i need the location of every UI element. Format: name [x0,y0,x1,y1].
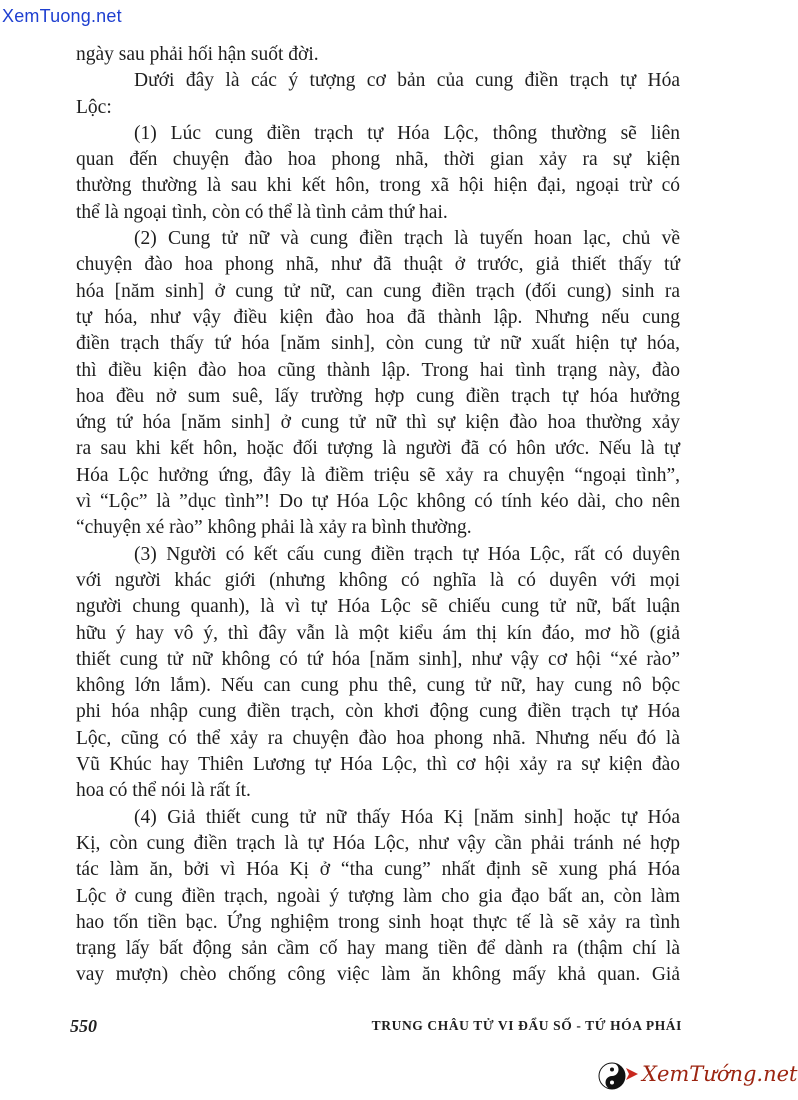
page-number: 550 [70,1016,97,1036]
text-line: vì “Lộc” là ”dục tình”! Do tự Hóa Lộc không có tính kéo dài, cho nên [76,491,680,513]
text-line: thường thường là sau khi kết hôn, trong xã hội hiện đại, ngoại trừ có [76,175,680,197]
text-line: điền trạch thấy tứ hóa [năm sinh], còn cung tử nữ xuất hiện tự hóa, [76,333,680,355]
text-line: thiết cung tử nữ không có tứ hóa [năm sinh], như vậy cơ hội “xé rào” [76,648,680,670]
page-footer [70,1016,682,1042]
text-line: ngày sau phải hối hận suốt đời. [76,44,319,65]
text-line: Lộc: [76,96,112,118]
text-line: hóa [năm sinh] ở cung tử nữ, can cung điền trạch (đối cung) sinh ra [76,280,680,302]
text-line: Hóa Lộc hưởng ứng, đây là điềm triệu sẽ xảy ra chuyện “ngoại tình”, [76,464,680,486]
text-line: với người khác giới (nhưng không có nghĩa là có duyên với mọi [76,569,680,591]
text-line: hoa có thể nói là rất ít. [76,780,251,802]
book-title: TRUNG CHÂU TỬ VI ĐẨU SỐ - TỨ HÓA PHÁI [371,1018,682,1033]
text-line: thì điều kiện đào hoa cũng thành lập. Trong hai tình trạng này, đào [76,359,680,381]
arrow-right-icon [624,1066,640,1082]
text-line: (4) Giả thiết cung tử nữ thấy Hóa Kị [năm sinh] hoặc tự Hóa [134,806,680,828]
text-line: tác làm ăn, bởi vì Hóa Kị ở “tha cung” nhất định sẽ xung phá Hóa [76,859,680,881]
text-line: ứng tứ hóa [năm sinh] ở cung tử nữ thì sự kiện đào hoa thường xảy [76,412,680,434]
yin-yang-icon [598,1062,626,1090]
text-line: hữu ý hay vô ý, thì đây vẫn là một kiểu ám thị kín đáo, mơ hồ (giả [76,622,680,644]
text-line: “chuyện xé rào” không phải là xảy ra bình thường. [76,517,472,539]
text-line: Vũ Khúc hay Thiên Lương tự Hóa Lộc, thì cơ hội xảy ra sự kiện đào [76,754,680,776]
text-line: trạng lấy bất động sản cầm cố hay mang tiền để dành ra (thậm chí là [76,938,680,960]
text-line: hoa đều nở sum suê, lấy trường hợp cung điền trạch tự hóa hưởng [76,385,680,407]
text-line: người chung quanh), là vì tự Hóa Lộc sẽ chiếu cung tử nữ, bất luận [76,596,680,618]
text-line: chuyện đào hoa phong nhã, như đã thuật ở trước, giả thiết thấy tứ [76,254,680,276]
text-line: (1) Lúc cung điền trạch tự Hóa Lộc, thông thường sẽ liên [134,122,680,144]
text-line: phi hóa nhập cung điền trạch, còn khơi động cung điền trạch tự Hóa [76,701,680,723]
site-logo [594,1060,798,1096]
text-line: thể là ngoại tình, còn có thể là tình cảm thứ hai. [76,201,448,223]
page-body-text [76,42,680,989]
text-line: Lộc ở cung điền trạch, ngoài ý tượng làm cho gia đạo bất an, còn làm [76,885,680,907]
text-line: (2) Cung tử nữ và cung điền trạch là tuyến hoan lạc, chủ về [134,228,680,250]
text-line: hao tốn tiền bạc. Ứng nghiệm trong sinh hoạt thực tế là sẽ xảy ra tình [76,911,680,933]
text-line: ra sau khi kết hôn, hoặc đối tượng là người đã có hôn ước. Nếu là tự [76,438,680,460]
text-line: Kị, còn cung điền trạch là tự Hóa Lộc, như vậy cần phải tránh né hợp [76,832,680,854]
text-line: quan đến chuyện đào hoa phong nhã, thời gian xảy ra sự kiện [76,149,680,171]
text-line: Dưới đây là các ý tượng cơ bản của cung điền trạch tự Hóa [134,70,680,92]
text-line: Lộc, cũng có thể xảy ra chuyện đào hoa phong nhã. Nhưng nếu đó là [76,727,680,749]
text-line: (3) Người có kết cấu cung điền trạch tự Hóa Lộc, rất có duyên [134,543,680,565]
text-line: tự hóa, như vậy điều kiện đào hoa đã thành lập. Nhưng nếu cung [76,306,680,328]
text-line: không lớn lắm). Nếu can cung phu thê, cung tử nữ, hay cung nô bộc [76,675,680,697]
text-line: vay mượn) chèo chống công việc làm ăn không mấy khả quan. Giả [76,964,680,986]
logo-text: XemTướng.net [642,1062,798,1086]
watermark-top: XemTuong.net [2,6,122,26]
